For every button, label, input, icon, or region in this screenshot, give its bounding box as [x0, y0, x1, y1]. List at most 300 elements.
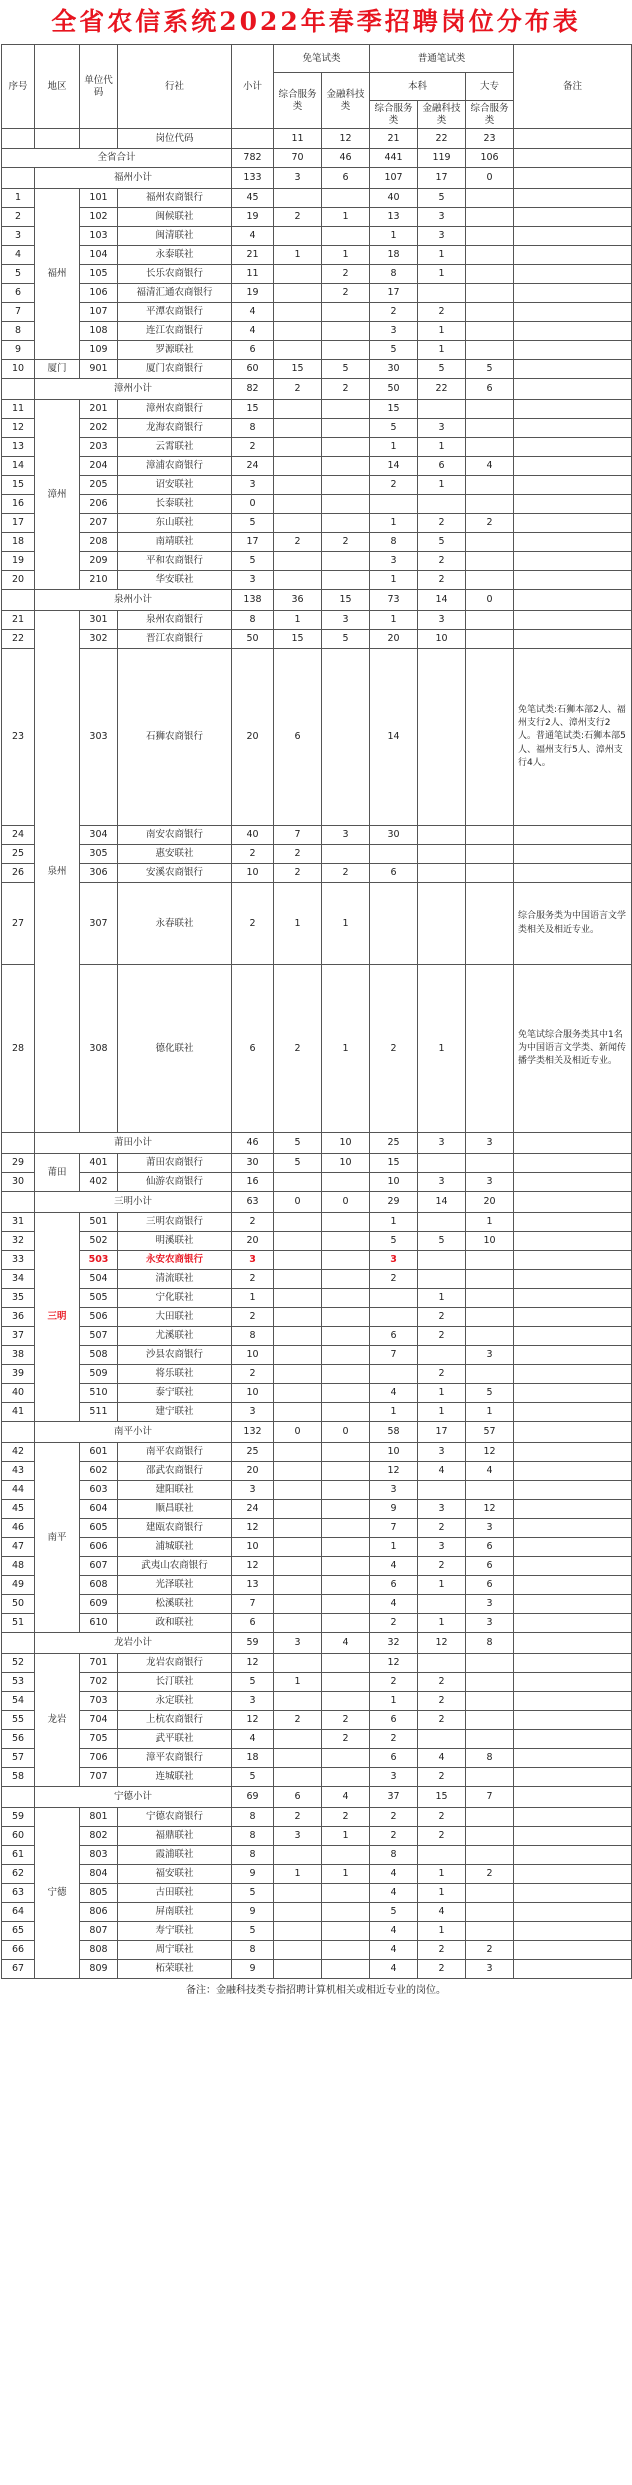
row-value [466, 1481, 514, 1500]
row-value [370, 883, 418, 965]
row-value: 2 [418, 1827, 466, 1846]
remark-note: 综合服务类为中国语言文学类相关及相近专业。 [514, 883, 632, 965]
row-value: 1 [322, 208, 370, 227]
empty-cell [35, 129, 80, 149]
empty-cell [514, 246, 632, 265]
row-value [466, 1730, 514, 1749]
row-value: 5 [322, 630, 370, 649]
bank-name: 安溪农商银行 [118, 864, 232, 883]
subtotal-label: 泉州小计 [35, 590, 232, 611]
row-value: 2 [370, 965, 418, 1133]
unit-code: 107 [80, 303, 118, 322]
row-value: 2 [322, 1808, 370, 1827]
empty-cell [514, 1384, 632, 1403]
subtotal-value: 25 [370, 1133, 418, 1154]
empty-cell [514, 1865, 632, 1884]
subtotal-row [2, 1133, 632, 1154]
row-seq: 40 [2, 1384, 35, 1403]
row-value: 4 [370, 1557, 418, 1576]
subtotal-value: 20 [466, 1192, 514, 1213]
bank-name: 东山联社 [118, 514, 232, 533]
row-value [418, 495, 466, 514]
row-value: 5 [232, 552, 274, 571]
bank-name: 建宁联社 [118, 1403, 232, 1422]
subtotal-value: 0 [274, 1192, 322, 1213]
row-value [274, 1365, 322, 1384]
table-row [2, 438, 632, 457]
row-value [370, 1365, 418, 1384]
grand-total-label: 全省合计 [2, 149, 232, 168]
table-row [2, 303, 632, 322]
row-value [466, 419, 514, 438]
row-value [418, 826, 466, 845]
bank-name: 漳州农商银行 [118, 400, 232, 419]
recruitment-table [1, 44, 632, 1979]
row-value [322, 322, 370, 341]
row-seq: 7 [2, 303, 35, 322]
bank-name: 长汀联社 [118, 1673, 232, 1692]
row-value [466, 649, 514, 826]
row-value [274, 1462, 322, 1481]
row-value [274, 1308, 322, 1327]
row-value [466, 533, 514, 552]
unit-code: 101 [80, 189, 118, 208]
bank-name: 清流联社 [118, 1270, 232, 1289]
row-value: 2 [370, 1673, 418, 1692]
bank-name: 连城联社 [118, 1768, 232, 1787]
subtotal-label: 龙岩小计 [35, 1633, 232, 1654]
table-row [2, 265, 632, 284]
row-seq: 63 [2, 1884, 35, 1903]
subtotal-value: 0 [274, 1422, 322, 1443]
empty-cell [514, 514, 632, 533]
unit-code: 605 [80, 1519, 118, 1538]
row-value [274, 284, 322, 303]
row-value: 1 [418, 322, 466, 341]
unit-code: 601 [80, 1443, 118, 1462]
header-bank: 行社 [118, 45, 232, 129]
empty-cell [514, 1213, 632, 1232]
subtotal-value: 107 [370, 168, 418, 189]
row-value [418, 883, 466, 965]
row-value: 2 [418, 571, 466, 590]
unit-code: 206 [80, 495, 118, 514]
subtotal-value: 69 [232, 1787, 274, 1808]
empty-cell [2, 1787, 35, 1808]
row-value: 7 [370, 1346, 418, 1365]
row-value: 2 [322, 1711, 370, 1730]
row-value: 2 [418, 514, 466, 533]
unit-code: 303 [80, 649, 118, 826]
table-row [2, 1384, 632, 1403]
table-row [2, 1365, 632, 1384]
header-fintech-bachelor: 金融科技类 [418, 101, 466, 129]
table-row [2, 1673, 632, 1692]
grand-total-value: 106 [466, 149, 514, 168]
unit-code: 108 [80, 322, 118, 341]
row-value [322, 1462, 370, 1481]
row-value: 2 [370, 1730, 418, 1749]
row-value [322, 1538, 370, 1557]
row-value [322, 438, 370, 457]
row-value: 12 [232, 1519, 274, 1538]
empty-cell [514, 149, 632, 168]
row-value [322, 1749, 370, 1768]
unit-code: 606 [80, 1538, 118, 1557]
subtotal-value: 57 [466, 1422, 514, 1443]
grand-total-value: 46 [322, 149, 370, 168]
row-value: 3 [370, 552, 418, 571]
row-value [274, 457, 322, 476]
row-value [322, 1232, 370, 1251]
unit-code: 804 [80, 1865, 118, 1884]
row-value [466, 864, 514, 883]
row-value: 3 [232, 1692, 274, 1711]
table-row [2, 1346, 632, 1365]
subtotal-value: 63 [232, 1192, 274, 1213]
bank-name: 浦城联社 [118, 1538, 232, 1557]
row-value: 4 [418, 1462, 466, 1481]
bank-name: 霞浦联社 [118, 1846, 232, 1865]
header-bachelor: 本科 [370, 73, 466, 101]
row-seq: 9 [2, 341, 35, 360]
row-value [466, 965, 514, 1133]
unit-code: 210 [80, 571, 118, 590]
row-value [274, 1443, 322, 1462]
bank-name: 柘荣联社 [118, 1960, 232, 1979]
bank-name: 宁化联社 [118, 1289, 232, 1308]
empty-cell [514, 1673, 632, 1692]
row-value: 5 [232, 514, 274, 533]
row-value [274, 1730, 322, 1749]
row-seq: 41 [2, 1403, 35, 1422]
page-title: 全省农信系统2022年春季招聘岗位分布表 [51, 7, 581, 36]
row-value [274, 1595, 322, 1614]
row-value: 8 [370, 1846, 418, 1865]
row-value [466, 1365, 514, 1384]
unit-code: 609 [80, 1595, 118, 1614]
row-seq: 42 [2, 1443, 35, 1462]
bank-name: 仙游农商银行 [118, 1173, 232, 1192]
unit-code: 202 [80, 419, 118, 438]
row-value [322, 571, 370, 590]
row-value: 2 [370, 1270, 418, 1289]
row-value [370, 845, 418, 864]
row-value [466, 1711, 514, 1730]
row-value: 24 [232, 457, 274, 476]
row-value: 1 [322, 965, 370, 1133]
row-value: 8 [232, 1808, 274, 1827]
grand-total-value: 782 [232, 149, 274, 168]
row-value: 2 [322, 864, 370, 883]
row-seq: 52 [2, 1654, 35, 1673]
row-value [466, 1692, 514, 1711]
unit-code: 707 [80, 1768, 118, 1787]
row-value: 5 [274, 1154, 322, 1173]
row-value [322, 1289, 370, 1308]
empty-cell [2, 1422, 35, 1443]
empty-cell [514, 1519, 632, 1538]
table-row [2, 189, 632, 208]
row-value: 6 [466, 1538, 514, 1557]
table-row [2, 1711, 632, 1730]
row-value: 12 [370, 1654, 418, 1673]
row-seq: 17 [2, 514, 35, 533]
row-value [274, 438, 322, 457]
subtotal-value: 2 [322, 379, 370, 400]
empty-cell [514, 1903, 632, 1922]
row-value: 1 [232, 1289, 274, 1308]
bank-name: 南平农商银行 [118, 1443, 232, 1462]
row-seq: 44 [2, 1481, 35, 1500]
row-value [418, 864, 466, 883]
table-row [2, 1654, 632, 1673]
bank-name: 武夷山农商银行 [118, 1557, 232, 1576]
empty-cell [514, 1614, 632, 1633]
unit-code: 307 [80, 883, 118, 965]
row-value: 4 [232, 227, 274, 246]
remark-note: 免笔试综合服务类其中1名为中国语言文学类、新闻传播学类相关及相近专业。 [514, 965, 632, 1133]
row-value: 13 [370, 208, 418, 227]
row-value [274, 1768, 322, 1787]
unit-code: 302 [80, 630, 118, 649]
row-value: 10 [232, 1346, 274, 1365]
row-value: 5 [322, 360, 370, 379]
row-seq: 33 [2, 1251, 35, 1270]
row-value: 3 [232, 571, 274, 590]
row-value: 3 [418, 208, 466, 227]
row-seq: 26 [2, 864, 35, 883]
row-value: 2 [322, 533, 370, 552]
row-value: 10 [232, 864, 274, 883]
empty-cell [514, 1232, 632, 1251]
bank-name: 泉州农商银行 [118, 611, 232, 630]
empty-cell [514, 341, 632, 360]
table-row [2, 883, 632, 965]
row-value [418, 1595, 466, 1614]
empty-cell [514, 457, 632, 476]
row-value [274, 476, 322, 495]
row-value [274, 1481, 322, 1500]
empty-cell [80, 129, 118, 149]
bank-name: 罗源联社 [118, 341, 232, 360]
header-general-service-junior: 综合服务类 [466, 101, 514, 129]
row-value [466, 284, 514, 303]
row-seq: 2 [2, 208, 35, 227]
row-seq: 13 [2, 438, 35, 457]
row-value: 10 [322, 1154, 370, 1173]
row-value [466, 322, 514, 341]
row-value: 1 [418, 1884, 466, 1903]
row-value: 0 [232, 495, 274, 514]
empty-cell [514, 1192, 632, 1213]
row-value: 11 [232, 265, 274, 284]
subtotal-row [2, 1633, 632, 1654]
row-value [322, 1500, 370, 1519]
row-seq: 47 [2, 1538, 35, 1557]
row-value: 1 [418, 476, 466, 495]
empty-cell [514, 227, 632, 246]
header-general-service-bachelor: 综合服务类 [370, 101, 418, 129]
row-value [274, 1884, 322, 1903]
row-value [418, 400, 466, 419]
row-value [322, 495, 370, 514]
row-value [274, 1173, 322, 1192]
row-value: 7 [274, 826, 322, 845]
row-value [274, 1557, 322, 1576]
unit-code: 704 [80, 1711, 118, 1730]
row-value [466, 1768, 514, 1787]
empty-cell [514, 303, 632, 322]
row-value [322, 476, 370, 495]
row-seq: 24 [2, 826, 35, 845]
row-value: 5 [418, 360, 466, 379]
subtotal-value: 50 [370, 379, 418, 400]
row-value [274, 1346, 322, 1365]
row-value [322, 1941, 370, 1960]
row-value: 5 [232, 1884, 274, 1903]
row-value [466, 1154, 514, 1173]
subtotal-row [2, 168, 632, 189]
row-value: 2 [418, 1557, 466, 1576]
bank-name: 将乐联社 [118, 1365, 232, 1384]
unit-code: 209 [80, 552, 118, 571]
table-row [2, 1614, 632, 1633]
row-value: 10 [418, 630, 466, 649]
row-value: 3 [418, 1500, 466, 1519]
row-value [418, 284, 466, 303]
row-value: 2 [232, 1308, 274, 1327]
row-value: 25 [232, 1443, 274, 1462]
row-value [322, 1557, 370, 1576]
row-value: 15 [274, 360, 322, 379]
row-value: 6 [232, 1614, 274, 1633]
row-seq: 34 [2, 1270, 35, 1289]
bank-name: 永定联社 [118, 1692, 232, 1711]
row-value: 1 [418, 1865, 466, 1884]
row-value: 5 [370, 419, 418, 438]
row-value: 16 [232, 1173, 274, 1192]
empty-cell [514, 1403, 632, 1422]
table-row [2, 1749, 632, 1768]
row-value: 2 [274, 208, 322, 227]
bank-name: 建瓯农商银行 [118, 1519, 232, 1538]
row-value: 1 [418, 965, 466, 1133]
table-row [2, 1768, 632, 1787]
row-value: 5 [466, 360, 514, 379]
header-junior: 大专 [466, 73, 514, 101]
position-code-label: 岗位代码 [118, 129, 232, 149]
row-value [418, 1481, 466, 1500]
row-value: 3 [466, 1519, 514, 1538]
empty-cell [514, 1941, 632, 1960]
row-value [466, 1654, 514, 1673]
bank-name: 福清汇通农商银行 [118, 284, 232, 303]
row-value [466, 438, 514, 457]
row-value [466, 1922, 514, 1941]
row-seq: 59 [2, 1808, 35, 1827]
row-value: 12 [370, 1462, 418, 1481]
row-value [274, 1213, 322, 1232]
row-seq: 6 [2, 284, 35, 303]
area-name: 厦门 [35, 360, 80, 379]
row-value: 6 [418, 457, 466, 476]
row-value: 1 [418, 1576, 466, 1595]
subtotal-value: 0 [466, 590, 514, 611]
unit-code: 103 [80, 227, 118, 246]
row-seq: 65 [2, 1922, 35, 1941]
empty-cell [514, 1173, 632, 1192]
row-value [274, 1270, 322, 1289]
subtotal-row [2, 1422, 632, 1443]
unit-code: 706 [80, 1749, 118, 1768]
subtotal-value: 12 [418, 1633, 466, 1654]
area-name: 泉州 [35, 611, 80, 1133]
table-row [2, 1519, 632, 1538]
bank-name: 漳平农商银行 [118, 1749, 232, 1768]
row-seq: 67 [2, 1960, 35, 1979]
empty-cell [514, 1538, 632, 1557]
row-value: 2 [466, 1865, 514, 1884]
row-value [466, 476, 514, 495]
table-row [2, 284, 632, 303]
empty-cell [514, 1289, 632, 1308]
row-value: 4 [418, 1749, 466, 1768]
row-value: 4 [370, 1384, 418, 1403]
unit-code: 104 [80, 246, 118, 265]
row-seq: 10 [2, 360, 35, 379]
area-name: 龙岩 [35, 1654, 80, 1787]
empty-cell [514, 1654, 632, 1673]
subtotal-value: 132 [232, 1422, 274, 1443]
bank-name: 永春联社 [118, 883, 232, 965]
bank-name: 长乐农商银行 [118, 265, 232, 284]
table-row [2, 246, 632, 265]
bank-name: 南靖联社 [118, 533, 232, 552]
row-value: 6 [466, 1557, 514, 1576]
row-seq: 23 [2, 649, 35, 826]
row-value [322, 303, 370, 322]
row-seq: 25 [2, 845, 35, 864]
unit-code: 308 [80, 965, 118, 1133]
row-value: 9 [232, 1903, 274, 1922]
row-value [274, 400, 322, 419]
unit-code: 607 [80, 1557, 118, 1576]
row-value [322, 1327, 370, 1346]
unit-code: 703 [80, 1692, 118, 1711]
empty-cell [514, 1884, 632, 1903]
subtotal-value: 17 [418, 1422, 466, 1443]
subtotal-value: 82 [232, 379, 274, 400]
subtotal-value: 133 [232, 168, 274, 189]
empty-cell [514, 1768, 632, 1787]
table-row [2, 571, 632, 590]
unit-code: 401 [80, 1154, 118, 1173]
empty-cell [514, 1960, 632, 1979]
table-row [2, 360, 632, 379]
row-value [274, 1922, 322, 1941]
row-value: 60 [232, 360, 274, 379]
row-value: 19 [232, 284, 274, 303]
row-value: 1 [418, 1289, 466, 1308]
row-value: 8 [370, 533, 418, 552]
unit-code: 608 [80, 1576, 118, 1595]
row-value: 2 [370, 1808, 418, 1827]
bank-name: 莆田农商银行 [118, 1154, 232, 1173]
subtotal-value: 32 [370, 1633, 418, 1654]
row-value: 4 [370, 1941, 418, 1960]
row-value: 2 [418, 1960, 466, 1979]
